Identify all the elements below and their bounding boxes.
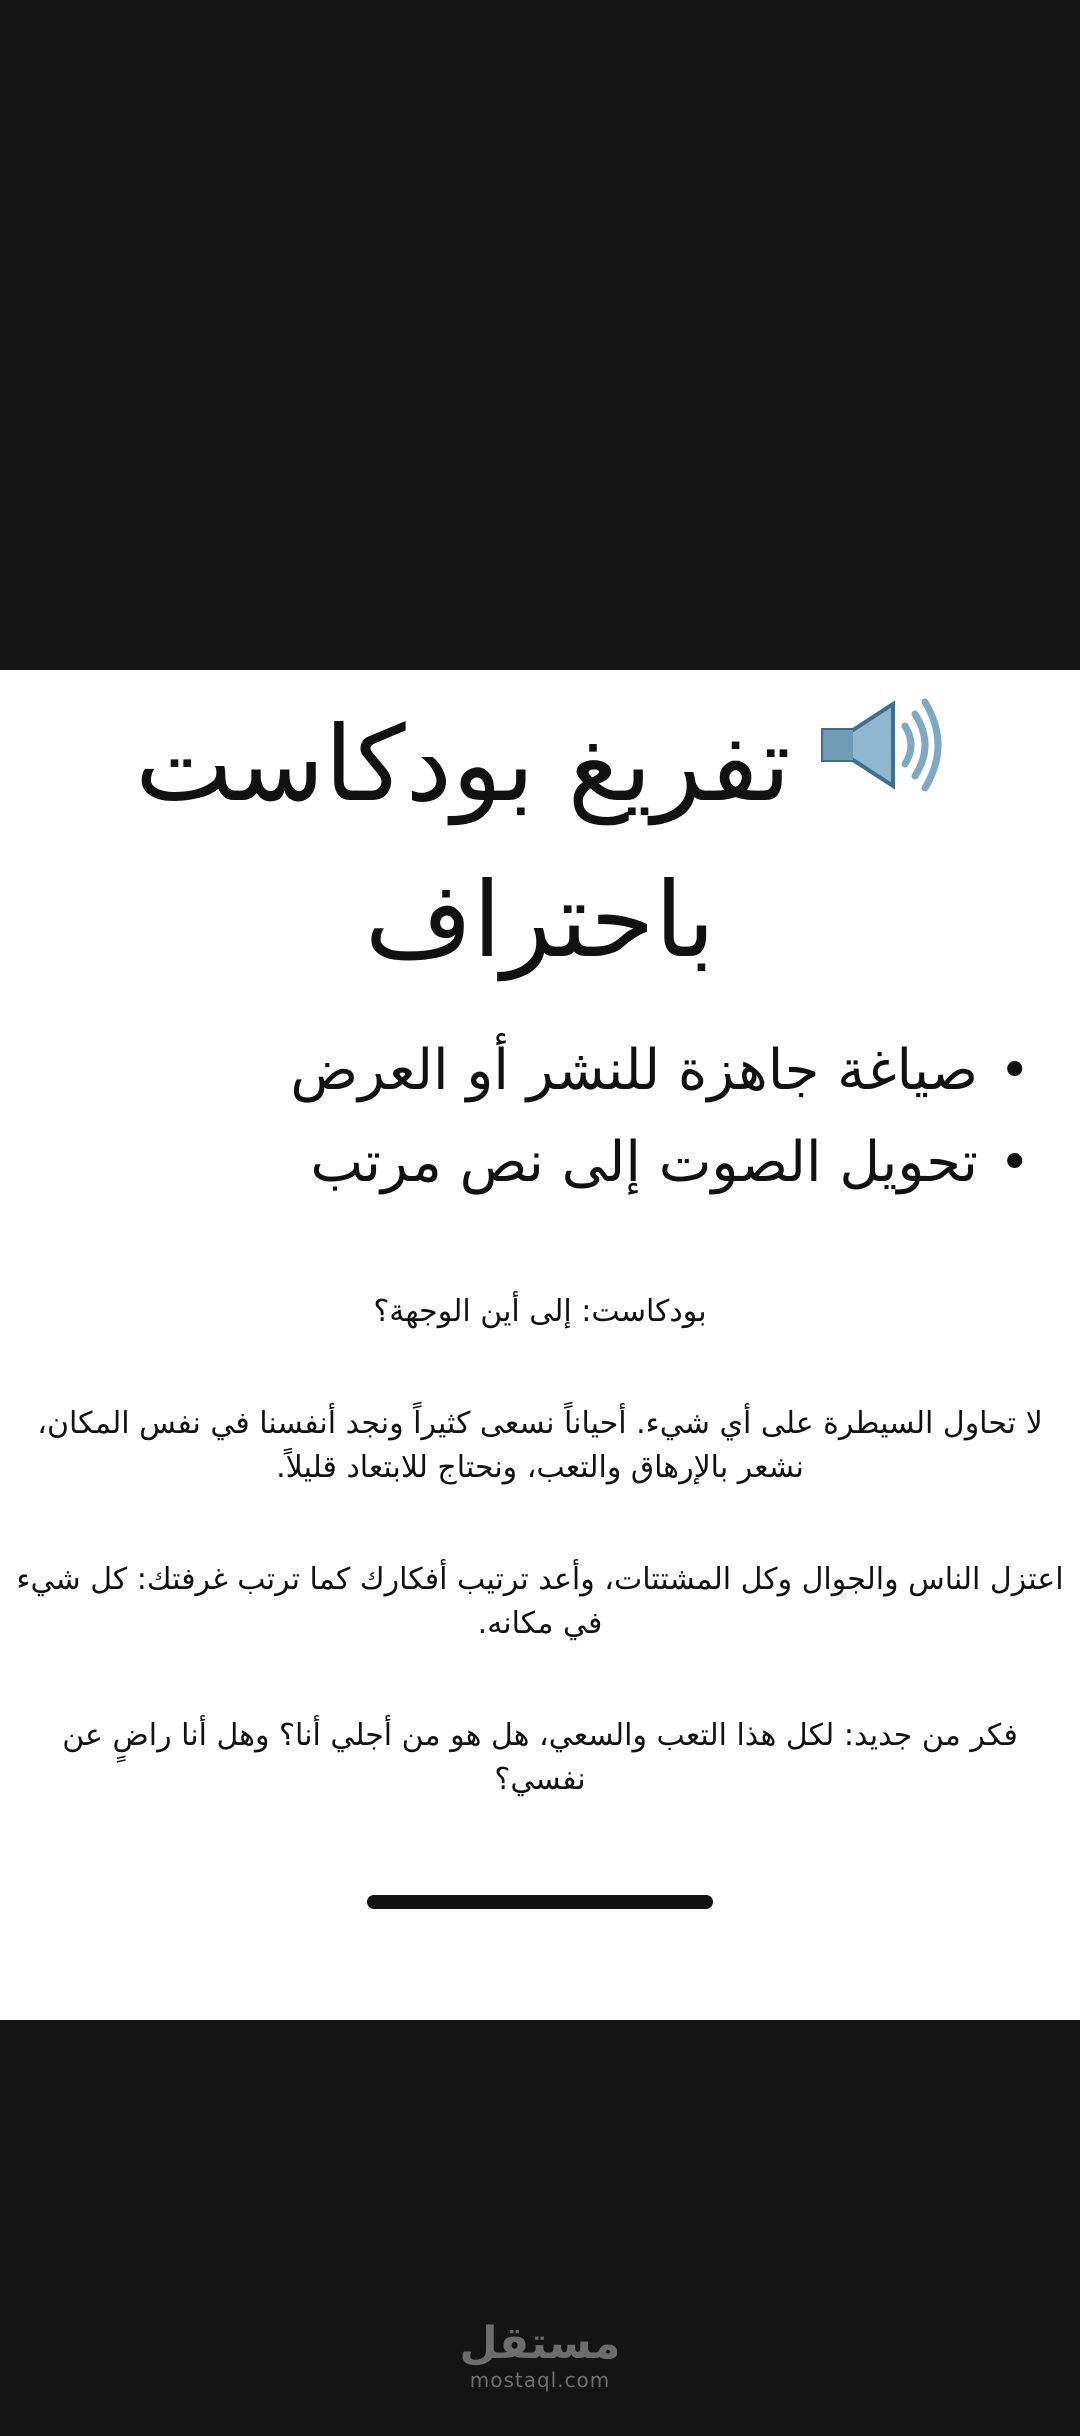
top-letterbox [0, 0, 1080, 670]
watermark-latin: mostaql.com [469, 2368, 611, 2392]
watermark-arabic: مستقل [459, 2318, 621, 2369]
article-body [14, 1290, 1066, 1870]
home-indicator[interactable] [367, 1895, 713, 1909]
screenshot-card [0, 670, 1080, 2020]
article-paragraph: لا تحاول السيطرة على أي شيء. أحياناً نسعى كثيراً ونجد أنفسنا في نفس المكان، نشعر بالإرهاق والتعب، ونحتاج للابتعاد قليلاً. [37, 1406, 1043, 1485]
mostaql-watermark [0, 2320, 1080, 2392]
article-paragraph: فكر من جديد: لكل هذا التعب والسعي، هل هو من أجلي أنا؟ وهل أنا راضٍ عن نفسي؟ [62, 1718, 1018, 1797]
article-paragraph: اعتزل الناس والجوال وكل المشتتات، وأعد ترتيب أفكارك كما ترتب غرفتك: كل شيء في مكانه. [16, 1562, 1064, 1641]
feature-list [40, 1025, 1030, 1209]
speaker-loud-icon [815, 690, 945, 838]
bottom-letterbox [0, 2020, 1080, 2436]
feature-item: • صياغة جاهزة للنشر أو العرض [40, 1025, 1030, 1117]
page-title-text: تفريغ بودكاست باحتراف [135, 703, 791, 981]
feature-item: • تحويل الصوت إلى نص مرتب [40, 1117, 1030, 1209]
article-heading: بودكاست: إلى أين الوجهة؟ [373, 1294, 707, 1329]
page-title [40, 690, 1040, 994]
